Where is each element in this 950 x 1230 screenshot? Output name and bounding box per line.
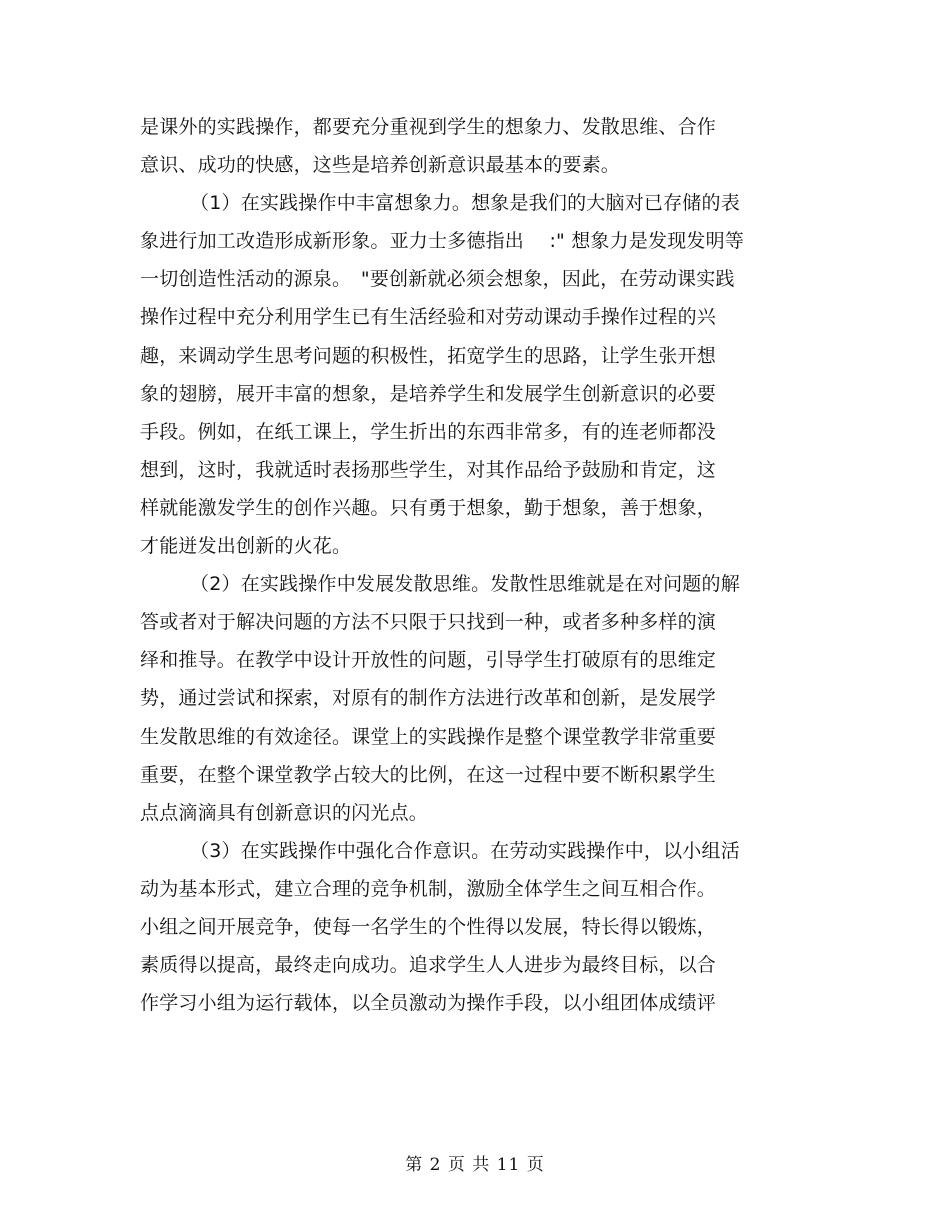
paragraph (140, 565, 800, 832)
text-line: 动为基本形式，建立合理的竞争机制，激励全体学生之间互相合作。 (140, 877, 717, 900)
text-line: 绎和推导。在教学中设计开放性的问题，引导学生打破原有的思维定 (140, 649, 717, 672)
text-line: 点点滴滴具有创新意识的闪光点。 (140, 801, 429, 824)
text-line: 象的翅膀，展开丰富的想象，是培养学生和发展学生创新意识的必要 (140, 382, 717, 405)
page-footer: 第 2 页 共 11 页 (405, 1155, 545, 1175)
paragraph (140, 108, 800, 184)
text-line: 样就能激发学生的创作兴趣。只有勇于想象，勤于想象，善于想象， (140, 496, 717, 519)
text-line: 一切创造性活动的源泉。 "要创新就必须会想象，因此，在劳动课实践 (140, 268, 735, 291)
paragraph (140, 832, 800, 1022)
text-line: （1）在实践操作中丰富想象力。想象是我们的大脑对已存储的表 (190, 192, 740, 215)
paragraph (140, 184, 800, 565)
body-text (140, 108, 800, 1022)
text-line: 作学习小组为运行载体，以全员激动为操作手段，以小组团体成绩评 (140, 992, 717, 1015)
text-line: 象进行加工改造形成新形象。亚力士多德指出 :" 想象力是发现发明等 (140, 230, 745, 253)
text-line: （3）在实践操作中强化合作意识。在劳动实践操作中，以小组活 (190, 839, 740, 862)
text-line: 才能迸发出创新的火花。 (140, 535, 352, 558)
text-line: 答或者对于解决问题的方法不只限于只找到一种，或者多种多样的演 (140, 611, 717, 634)
text-line: 想到，这时，我就适时表扬那些学生，对其作品给予鼓励和肯定，这 (140, 458, 717, 481)
text-line: 生发散思维的有效途径。课堂上的实践操作是整个课堂教学非常重要 (140, 725, 717, 748)
text-line: 小组之间开展竞争，使每一名学生的个性得以发展，特长得以锻炼， (140, 915, 717, 938)
text-line: 素质得以提高，最终走向成功。追求学生人人进步为最终目标，以合 (140, 954, 717, 977)
text-line: 势，通过尝试和探索，对原有的制作方法进行改革和创新，是发展学 (140, 687, 717, 710)
text-line: 是课外的实践操作，都要充分重视到学生的想象力、发散思维、合作 (140, 116, 717, 138)
text-line: 意识、成功的快感，这些是培养创新意识最基本的要素。 (140, 154, 621, 177)
text-line: 重要，在整个课堂教学占较大的比例，在这一过程中要不断积累学生 (140, 763, 717, 786)
text-line: 操作过程中充分利用学生已有生活经验和对劳动课动手操作过程的兴 (140, 306, 717, 329)
text-line: （2）在实践操作中发展发散思维。发散性思维就是在对问题的解 (190, 573, 740, 596)
text-line: 手段。例如，在纸工课上，学生折出的东西非常多，有的连老师都没 (140, 420, 717, 443)
text-line: 趣，来调动学生思考问题的积极性，拓宽学生的思路，让学生张开想 (140, 344, 717, 367)
